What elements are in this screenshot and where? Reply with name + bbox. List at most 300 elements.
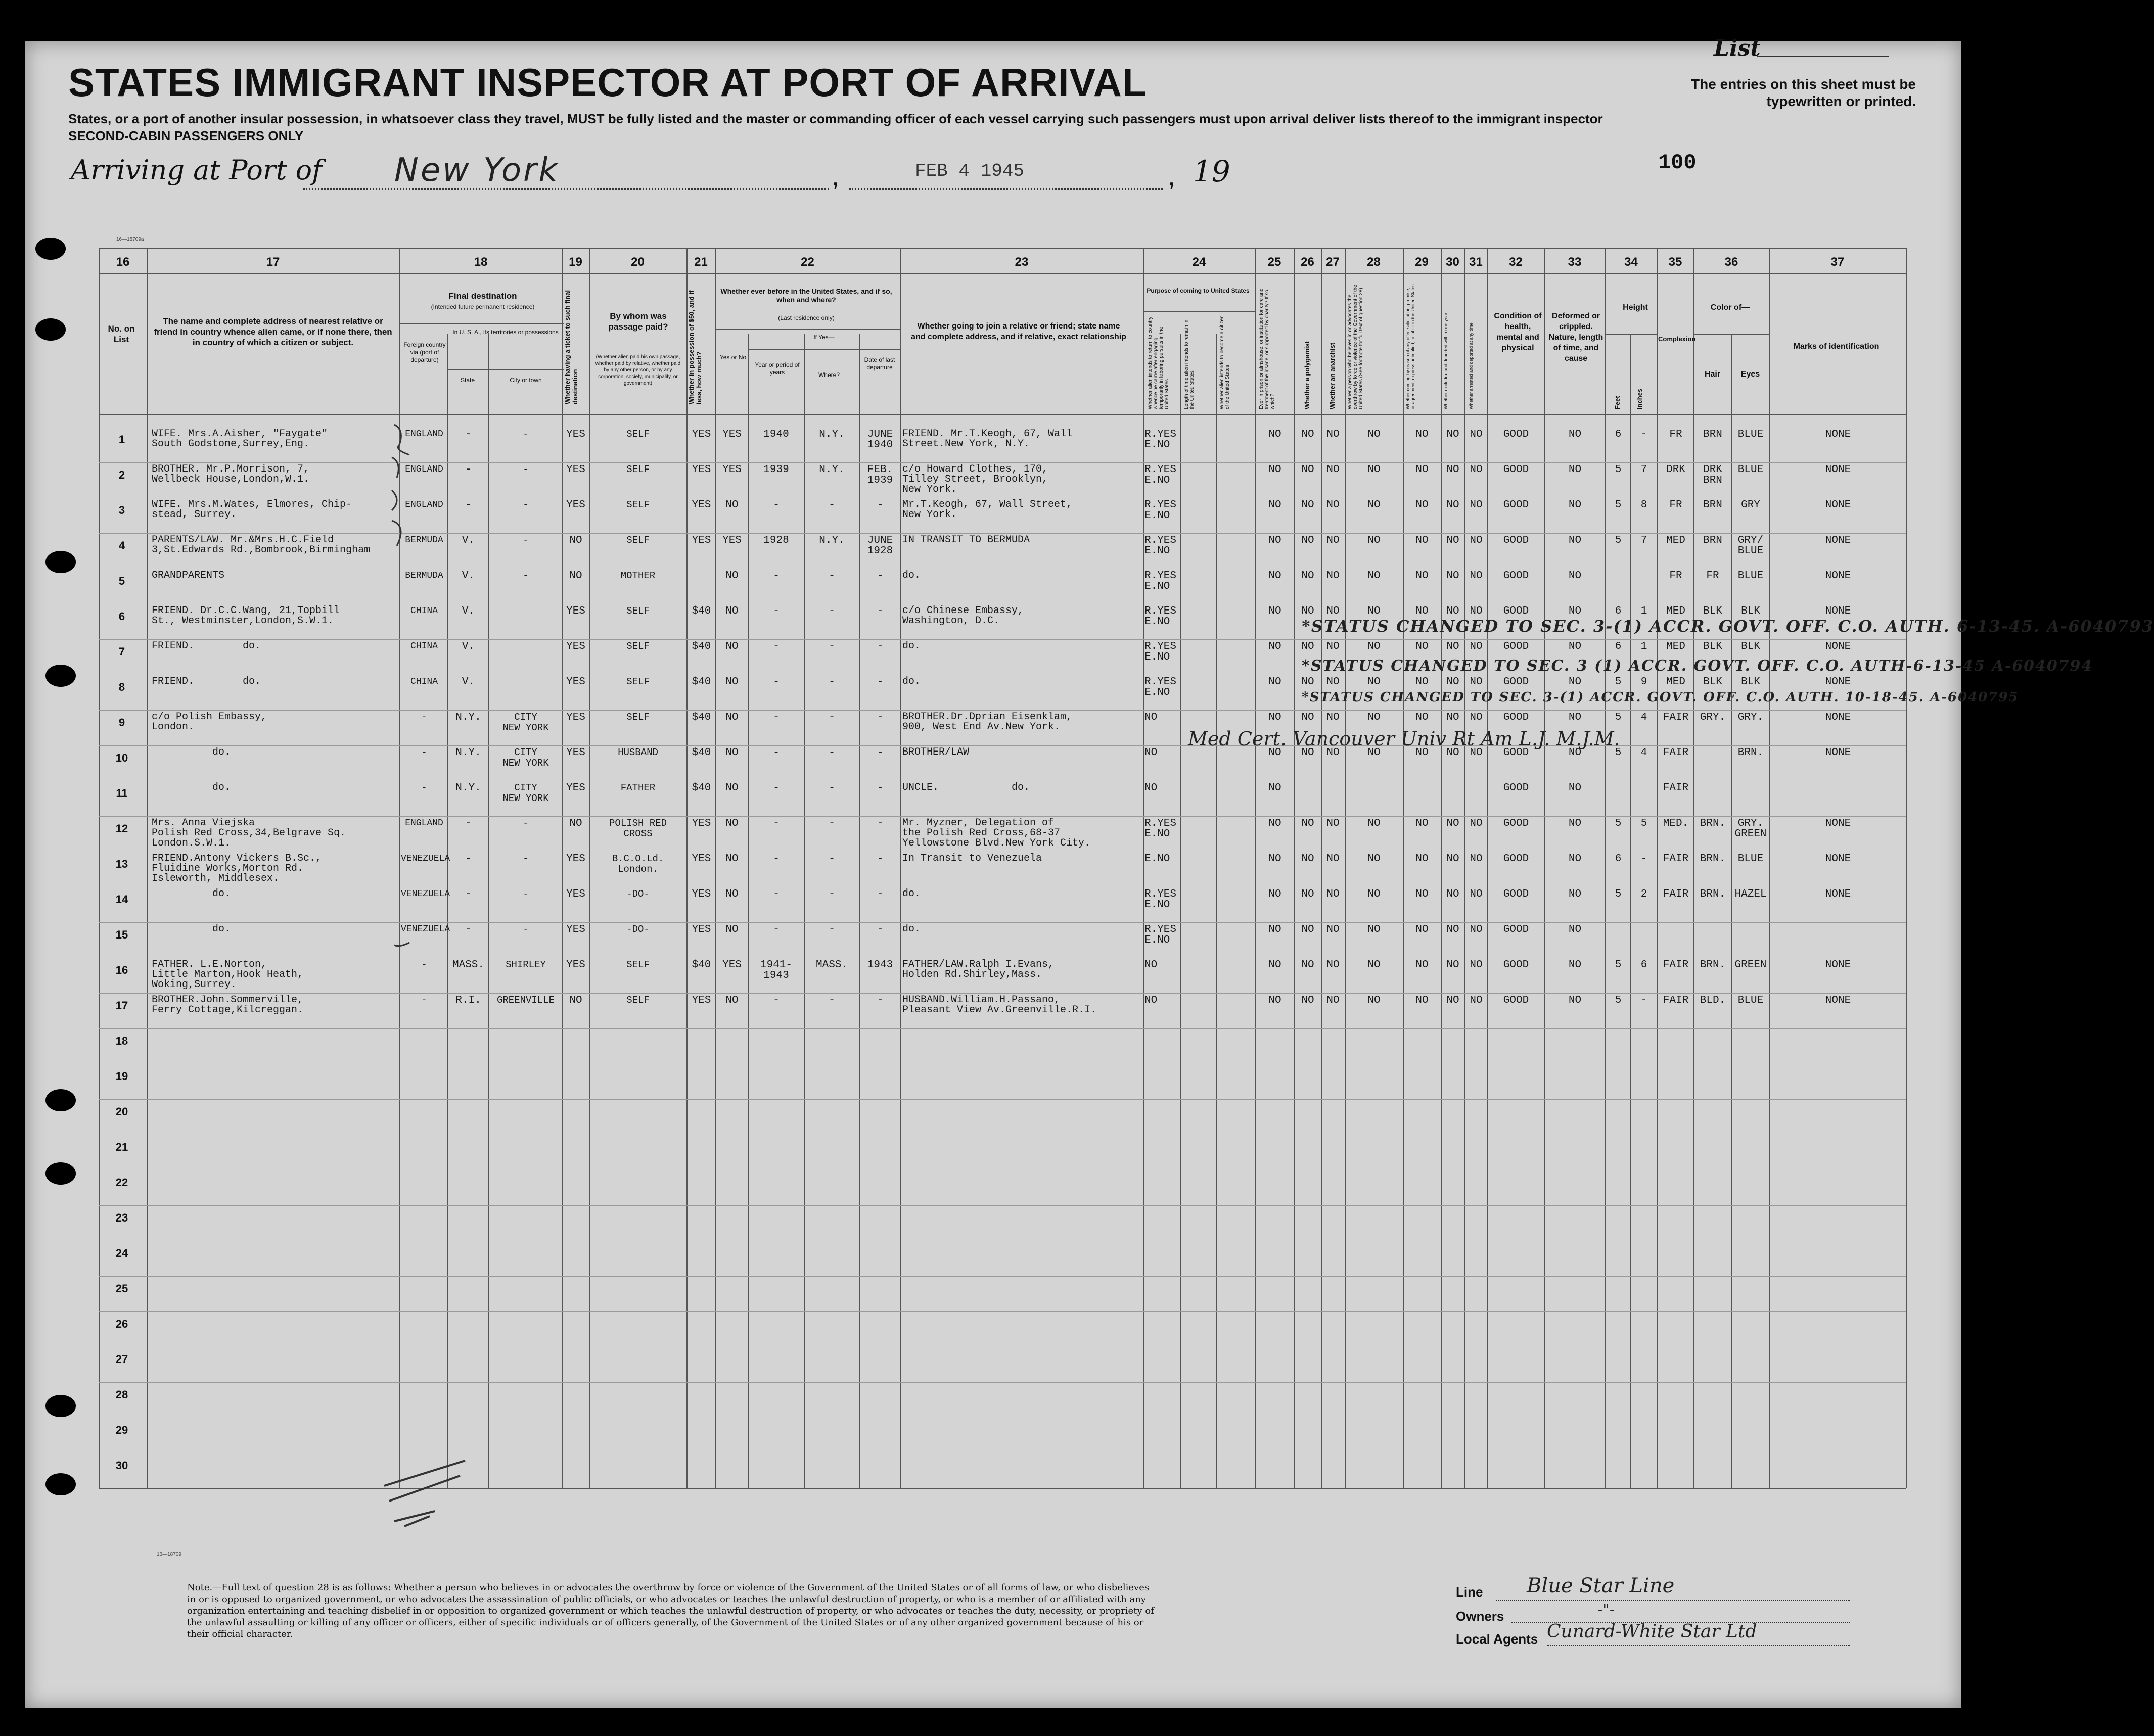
cell-c22c: - [829, 888, 835, 900]
cell-hair: BRN [1703, 535, 1722, 546]
cell-c22d: - [877, 888, 884, 900]
cell-c27: NO [1326, 888, 1340, 900]
column-number: 19 [569, 255, 582, 269]
cell-c19: YES [566, 676, 585, 688]
cell-c30: NO [1446, 818, 1459, 829]
cell-c22c: - [829, 712, 835, 723]
cell-c26: NO [1301, 712, 1314, 723]
punch-hole [45, 1395, 76, 1417]
cell-c22a: YES [722, 464, 742, 476]
cell-c29: NO [1415, 818, 1429, 829]
cell-c32: GOOD [1503, 605, 1529, 617]
cell-c33: NO [1568, 712, 1582, 723]
cell-c17: c/o Polish Embassy, London. [152, 711, 267, 733]
cell-c22c: - [829, 924, 835, 935]
cell-c25: NO [1268, 429, 1281, 440]
header-in-usa: In U. S. A., its territories or possessions [452, 329, 559, 336]
cell-hair: BLK [1703, 676, 1722, 688]
cell-c20: SELF [626, 535, 650, 546]
cell-c23: FRIEND. Mr.T.Keogh, 67, Wall Street.New York, N.Y. [902, 428, 1073, 450]
punch-hole [45, 665, 76, 687]
column-number: 18 [474, 255, 488, 269]
cell-c31: NO [1470, 535, 1483, 546]
cell-foreign: VENEZUELA [401, 889, 450, 899]
header-yes-or-no: Yes or No [719, 354, 747, 361]
cell-c32: GOOD [1503, 712, 1529, 723]
cell-c22d: - [877, 747, 884, 759]
cell-c20: SELF [626, 959, 650, 970]
cell-c31: NO [1470, 605, 1483, 617]
cell-c25: NO [1268, 676, 1281, 688]
cell-c23: FATHER/LAW.Ralph I.Evans, Holden Rd.Shirley,Mass. [902, 959, 1055, 980]
row-number: 4 [118, 539, 125, 552]
cell-foreign: CHINA [410, 641, 438, 651]
cell-c35: MED. [1663, 818, 1689, 829]
header-no-on-list: No. on List [108, 324, 135, 344]
cell-city: CITY NEW YORK [502, 712, 549, 733]
cell-c22b: - [773, 570, 780, 582]
header-deformed: Deformed or crippled. Nature, length of time, and cause [1548, 312, 1603, 363]
cell-c21: YES [692, 853, 711, 865]
row-number: 8 [118, 681, 125, 693]
cell-c26: NO [1301, 995, 1314, 1006]
cell-city: - [523, 570, 529, 581]
cell-foreign: - [421, 712, 427, 722]
cell-c21: $40 [692, 605, 711, 617]
cell-c22c: N.Y. [819, 464, 845, 476]
cell-c22d: - [877, 676, 884, 688]
cell-c28: NO [1367, 995, 1381, 1006]
cell-c22a: NO [725, 924, 739, 935]
year-prefix: 19 [1193, 154, 1230, 189]
cell-c22a: NO [725, 499, 739, 511]
cell-c26: NO [1301, 641, 1314, 652]
form-code-bottom: 16—18709 [157, 1552, 181, 1557]
cell-c27: NO [1326, 641, 1340, 652]
cell-foreign: ENGLAND [405, 818, 443, 828]
cell-c22b: - [773, 818, 780, 829]
cell-c24: R.YES E.NO [1144, 924, 1177, 946]
cell-c37: NONE [1825, 429, 1851, 440]
cell-c17: BROTHER.John.Sommerville, Ferry Cottage,Kilcreggan. [152, 994, 304, 1016]
cell-c26: NO [1301, 818, 1314, 829]
cell-c20: SELF [626, 464, 650, 475]
row-number: 29 [115, 1424, 128, 1436]
cell-c22b: - [773, 853, 780, 865]
cell-c33: NO [1568, 429, 1582, 440]
cell-c23: BROTHER.Dr.Dprian Eisenklam, 900, West End Av.New York. [902, 711, 1073, 733]
date-line [849, 188, 1163, 190]
cell-c31: NO [1470, 712, 1483, 723]
cell-c31: NO [1470, 853, 1483, 865]
cell-c22c: - [829, 995, 835, 1006]
header-labor-offer: Whether coming by reason of any offer, solicitation, promise, or agreement, express or implied, to labor in the United States [1405, 284, 1415, 409]
cell-c20: MOTHER [620, 570, 656, 581]
cell-ft: 6 [1615, 641, 1622, 652]
column-number: 35 [1668, 255, 1682, 269]
cell-c32: GOOD [1503, 676, 1529, 688]
cell-c21: $40 [692, 676, 711, 688]
cell-c21: YES [692, 818, 711, 829]
cell-c32: GOOD [1503, 995, 1529, 1006]
cell-in: 5 [1640, 818, 1647, 829]
column-number: 25 [1267, 255, 1281, 269]
cell-eyes: GRY. [1737, 712, 1764, 723]
cell-c30: NO [1446, 853, 1459, 865]
annotation-row-7: *STATUS CHANGED TO SEC. 3 (1) ACCR. GOVT. OFF. C.O. AUTH-6-13-45 A-6040794 [1302, 657, 2093, 675]
cell-eyes: HAZEL [1734, 888, 1767, 900]
header-prison: Ever in prison or almshouse, or institution for care and treatment of the insane, or supported by charity? If so, which? [1259, 288, 1275, 409]
cell-hair: BRN. [1700, 959, 1726, 971]
cell-c22d: - [877, 782, 884, 794]
cell-hair: BRN [1703, 429, 1722, 440]
line-rule [1496, 1600, 1850, 1601]
cell-c37: NONE [1825, 995, 1851, 1006]
cell-city: - [523, 924, 529, 935]
owners-label: Owners [1456, 1609, 1504, 1624]
cell-c33: NO [1568, 995, 1582, 1006]
annotation-row-6: *STATUS CHANGED TO SEC. 3-(1) ACCR. GOVT. OFF. C.O. AUTH. 6-13-45. A-6040793 [1302, 617, 2154, 636]
cell-city: - [523, 499, 529, 510]
cell-c20: HUSBAND [618, 747, 658, 758]
cell-c26: NO [1301, 429, 1314, 440]
cell-c33: NO [1568, 959, 1582, 971]
column-number: 31 [1469, 255, 1483, 269]
column-number: 23 [1015, 255, 1029, 269]
cell-c24: R.YES E.NO [1144, 641, 1177, 663]
cell-state: MASS. [452, 959, 484, 971]
cell-c37: NONE [1825, 605, 1851, 617]
cell-hair: BLK [1703, 605, 1722, 617]
cell-c23: do. [902, 570, 921, 581]
header-ticket: Whether having a ticket to such final destination [564, 290, 579, 404]
row-number: 22 [115, 1176, 128, 1189]
cell-eyes: GRY/ BLUE [1737, 535, 1764, 557]
cell-c27: NO [1326, 853, 1340, 865]
cell-c19: YES [566, 888, 585, 900]
cell-eyes: GRY. GREEN [1734, 818, 1767, 840]
cell-c27: NO [1326, 429, 1340, 440]
cell-c33: NO [1568, 464, 1582, 476]
cell-c23: do. [902, 888, 921, 900]
cell-c33: NO [1568, 924, 1582, 935]
cell-in: 4 [1640, 747, 1647, 759]
header-overthrow: Whether a person who believes in or advocates the overthrow by force or violence of the Government of the United States (See footnote for full text of question 28) [1347, 285, 1364, 409]
cell-c19: NO [569, 818, 582, 829]
cell-in: 6 [1640, 959, 1647, 971]
cell-c31: NO [1470, 464, 1483, 476]
cell-c22d: - [877, 712, 884, 723]
cell-c31: NO [1470, 641, 1483, 652]
row-number: 1 [118, 433, 125, 446]
comma: , [832, 161, 840, 192]
cell-c25: NO [1268, 570, 1281, 582]
cell-c28: NO [1367, 747, 1381, 759]
cell-c20: SELF [626, 429, 650, 440]
cell-c33: NO [1568, 747, 1582, 759]
cell-c32: GOOD [1503, 429, 1529, 440]
cell-c26: NO [1301, 676, 1314, 688]
cell-c22d: - [877, 995, 884, 1006]
row-number: 24 [115, 1247, 128, 1259]
cell-c24: R.YES E.NO [1144, 429, 1177, 451]
row-number: 12 [115, 822, 128, 835]
cell-in: 7 [1640, 464, 1647, 476]
cell-c35: FAIR [1663, 888, 1689, 900]
cell-city: - [523, 888, 529, 900]
header-final-destination-sub: (Intended future permanent residence) [431, 303, 535, 310]
row-number: 19 [115, 1070, 128, 1083]
cell-c19: YES [566, 853, 585, 865]
cell-c22b: 1941- 1943 [760, 959, 792, 981]
column-number: 37 [1830, 255, 1845, 269]
cell-c26: NO [1301, 464, 1314, 476]
header-year: Year or period of years [755, 361, 800, 376]
cell-c23: Mr. Myzner, Delegation of the Polish Red Cross,68-37 Yellowstone Blvd.New York City. [902, 817, 1091, 849]
cell-c25: NO [1268, 959, 1281, 971]
cell-c28: NO [1367, 429, 1381, 440]
cell-c35: FAIR [1663, 959, 1689, 971]
cell-c33: NO [1568, 641, 1582, 652]
cell-c19: YES [566, 641, 585, 652]
cell-c33: NO [1568, 535, 1582, 546]
cell-c28: NO [1367, 605, 1381, 617]
cell-ft: 5 [1615, 535, 1622, 546]
cell-eyes: BRN. [1737, 747, 1764, 759]
agents-label: Local Agents [1456, 1631, 1538, 1647]
cell-state: - [465, 818, 472, 829]
cell-c29: NO [1415, 429, 1429, 440]
cell-c24: R.YES E.NO [1144, 888, 1177, 911]
cell-c31: NO [1470, 818, 1483, 829]
cell-c29: NO [1415, 641, 1429, 652]
cell-c22b: - [773, 499, 780, 511]
cell-c25: NO [1268, 818, 1281, 829]
row-number: 6 [118, 610, 125, 623]
cell-city: - [523, 429, 529, 440]
cell-c35: FR [1669, 570, 1682, 582]
cell-c24: E.NO [1144, 853, 1170, 865]
cell-c31: NO [1470, 429, 1483, 440]
cell-c31: NO [1470, 995, 1483, 1006]
cell-c22b: - [773, 782, 780, 794]
row-number: 2 [118, 468, 125, 481]
cell-c22b: - [773, 747, 780, 759]
cell-city: - [523, 818, 529, 829]
cell-state: R.I. [455, 995, 481, 1006]
column-number: 17 [266, 255, 280, 269]
cell-c25: NO [1268, 924, 1281, 935]
column-number: 29 [1415, 255, 1429, 269]
cell-c33: NO [1568, 605, 1582, 617]
cell-c22d: - [877, 641, 884, 652]
date-stamp: FEB 4 1945 [915, 161, 1025, 181]
row-number: 3 [118, 504, 125, 517]
cell-c21: YES [692, 499, 711, 511]
column-number: 24 [1192, 255, 1206, 269]
cell-foreign: ENGLAND [405, 464, 443, 475]
line-label: Line [1456, 1584, 1483, 1600]
cell-c22b: 1939 [763, 464, 789, 476]
row-number: 18 [115, 1035, 128, 1047]
cell-c24: R.YES E.NO [1144, 464, 1177, 486]
cell-c22c: - [829, 818, 835, 829]
footnote-question-28: Note.—Full text of question 28 is as follows: Whether a person who believes in or advocates the overthrow by force or violence of the Government of the United States or of all forms of law, or who disbelieves in or is opposed to organized government, or who advocates the assassination of public officials, or who advocates or teaches the unlawful destruction of property, or who is a member of or affiliated with any organization entertaining and teaching disbelief in or opposition to organized government or which teaches the unlawful destruction of property, or who advocates or teaches the duty, necessity, or propriety of the unlawful assaulting or killing of any officer or officers, either of specific individuals or of officers generally, of the Government of the United States or of any other organized government because of his or their official character. [187, 1582, 1154, 1639]
column-number: 27 [1326, 255, 1340, 269]
cell-c21: $40 [692, 959, 711, 971]
cell-c20: -DO- [626, 924, 650, 935]
cell-c25: NO [1268, 888, 1281, 900]
cell-c28: NO [1367, 464, 1381, 476]
cell-c22c: MASS. [815, 959, 848, 971]
cell-c21: $40 [692, 712, 711, 723]
port-value: New York [394, 152, 560, 189]
cell-c22c: - [829, 499, 835, 511]
column-number: 22 [801, 255, 814, 269]
cell-c22b: 1928 [763, 535, 789, 546]
cell-c32: GOOD [1503, 464, 1529, 476]
row-number: 7 [118, 645, 125, 658]
cell-c37: NONE [1825, 959, 1851, 971]
cell-c35: DRK [1666, 464, 1685, 476]
cell-c21: YES [692, 888, 711, 900]
cell-c32: GOOD [1503, 888, 1529, 900]
header-passage-paid-sub: (Whether alien paid his own passage, whether paid by relative, whether paid by any other person, or by any corporation, society, municipality, or government) [595, 354, 681, 386]
header-fifty-dollars: Whether in possession of $50, and if less, how much? [688, 290, 703, 404]
row-number: 15 [115, 928, 128, 941]
cell-c23: do. [902, 640, 921, 652]
cell-city: - [523, 535, 529, 546]
cell-c28: NO [1367, 535, 1381, 546]
row-number: 17 [115, 999, 128, 1012]
cell-in: 1 [1640, 605, 1647, 617]
cell-c21: $40 [692, 782, 711, 794]
cell-c22b: - [773, 676, 780, 688]
cell-in: 8 [1640, 499, 1647, 511]
cell-c22b: - [773, 641, 780, 652]
cell-c19: YES [566, 959, 585, 971]
cell-foreign: VENEZUELA [401, 854, 450, 864]
cell-c32: GOOD [1503, 535, 1529, 546]
cell-c29: NO [1415, 747, 1429, 759]
cell-c17: FRIEND. do. [152, 640, 261, 652]
column-number: 33 [1568, 255, 1582, 269]
cell-c22c: - [829, 641, 835, 652]
cell-c27: NO [1326, 676, 1340, 688]
cell-c37: NONE [1825, 641, 1851, 652]
column-number: 32 [1509, 255, 1523, 269]
cell-c17: WIFE. Mrs.A.Aisher, "Faygate" South Godstone,Surrey,Eng. [152, 428, 328, 450]
header-purpose-a: Whether alien intends to return to country whence he came after engaging temporarily in laboring pursuits in the United States [1148, 316, 1170, 409]
cell-c25: NO [1268, 747, 1281, 759]
column-number: 20 [631, 255, 645, 269]
cell-c21: YES [692, 995, 711, 1006]
cell-state: - [465, 888, 472, 900]
cell-c22b: - [773, 995, 780, 1006]
cell-c37: NONE [1825, 818, 1851, 829]
cell-c35: FAIR [1663, 995, 1689, 1006]
cell-c22c: N.Y. [819, 535, 845, 546]
cell-c32: GOOD [1503, 499, 1529, 511]
header-color: Color of— [1710, 303, 1750, 312]
cell-c32: GOOD [1503, 924, 1529, 935]
cell-c25: NO [1268, 641, 1281, 652]
cell-c25: NO [1268, 605, 1281, 617]
cell-c17: do. [152, 888, 231, 900]
cell-c30: NO [1446, 995, 1459, 1006]
header-state: State [460, 377, 475, 384]
cell-eyes: GRY [1741, 499, 1760, 511]
cell-c17: FRIEND. do. [152, 676, 261, 687]
cell-c32: GOOD [1503, 747, 1529, 759]
cell-c29: NO [1415, 712, 1429, 723]
cell-c29: NO [1415, 535, 1429, 546]
header-excluded: Whether excluded and deported within one year [1443, 312, 1448, 409]
cell-c29: NO [1415, 853, 1429, 865]
cell-c26: NO [1301, 853, 1314, 865]
cell-c22d: JUNE 1928 [867, 535, 893, 557]
subtitle-line-1: States, or a port of another insular possession, in whatsoever class they travel, MUST be fully listed and the master or commanding officer of each vessel carrying such passengers must upon arrival deliver lists thereof to the immigrant inspector [68, 111, 1603, 126]
cell-c25: NO [1268, 995, 1281, 1006]
cell-c22c: N.Y. [819, 429, 845, 440]
cell-c20: SELF [626, 712, 650, 723]
cell-c24: R.YES E.NO [1144, 570, 1177, 592]
cell-c37: NONE [1825, 747, 1851, 759]
cell-city: CITY NEW YORK [502, 782, 549, 804]
cell-in: 7 [1640, 535, 1647, 546]
cell-c27: NO [1326, 959, 1340, 971]
cell-c23: c/o Howard Clothes, 170, Tilley Street, Brooklyn, New York. [902, 463, 1048, 495]
row-number: 26 [115, 1318, 128, 1330]
cell-c19: YES [566, 499, 585, 511]
cell-city: - [523, 853, 529, 864]
cell-c20: -DO- [626, 888, 650, 900]
cell-c29: NO [1415, 959, 1429, 971]
cell-c23: BROTHER/LAW [902, 746, 970, 758]
cell-c29: NO [1415, 995, 1429, 1006]
cell-c17: Mrs. Anna Viejska Polish Red Cross,34,Belgrave Sq. London.S.W.1. [152, 817, 346, 849]
punch-hole [35, 318, 66, 341]
cell-c22d: - [877, 570, 884, 582]
cell-c30: NO [1446, 464, 1459, 476]
punch-hole [45, 551, 76, 573]
cell-c37: NONE [1825, 853, 1851, 865]
cell-c33: NO [1568, 888, 1582, 900]
cell-c27: NO [1326, 464, 1340, 476]
port-line [303, 188, 829, 190]
cell-ft: 5 [1615, 888, 1622, 900]
cell-c35: MED [1666, 676, 1685, 688]
cell-in: - [1640, 995, 1647, 1006]
cell-eyes: BLK [1741, 605, 1760, 617]
cell-c22c: - [829, 676, 835, 688]
cell-c22a: NO [725, 676, 739, 688]
header-city: City or town [510, 377, 542, 384]
cell-hair: DRK BRN [1703, 464, 1722, 486]
cell-c28: NO [1367, 959, 1381, 971]
cell-foreign: - [421, 995, 427, 1005]
cell-foreign: BERMUDA [405, 571, 443, 581]
cell-c26: NO [1301, 888, 1314, 900]
cell-c32: GOOD [1503, 853, 1529, 865]
cell-eyes: BLUE [1737, 429, 1764, 440]
cell-c33: NO [1568, 499, 1582, 511]
cell-c24: R.YES E.NO [1144, 499, 1177, 522]
form-code: 16—18709a [116, 237, 144, 242]
pen-marks-destination [384, 414, 450, 960]
cell-state: V. [462, 676, 475, 688]
cell-c24: R.YES E.NO [1144, 818, 1177, 840]
